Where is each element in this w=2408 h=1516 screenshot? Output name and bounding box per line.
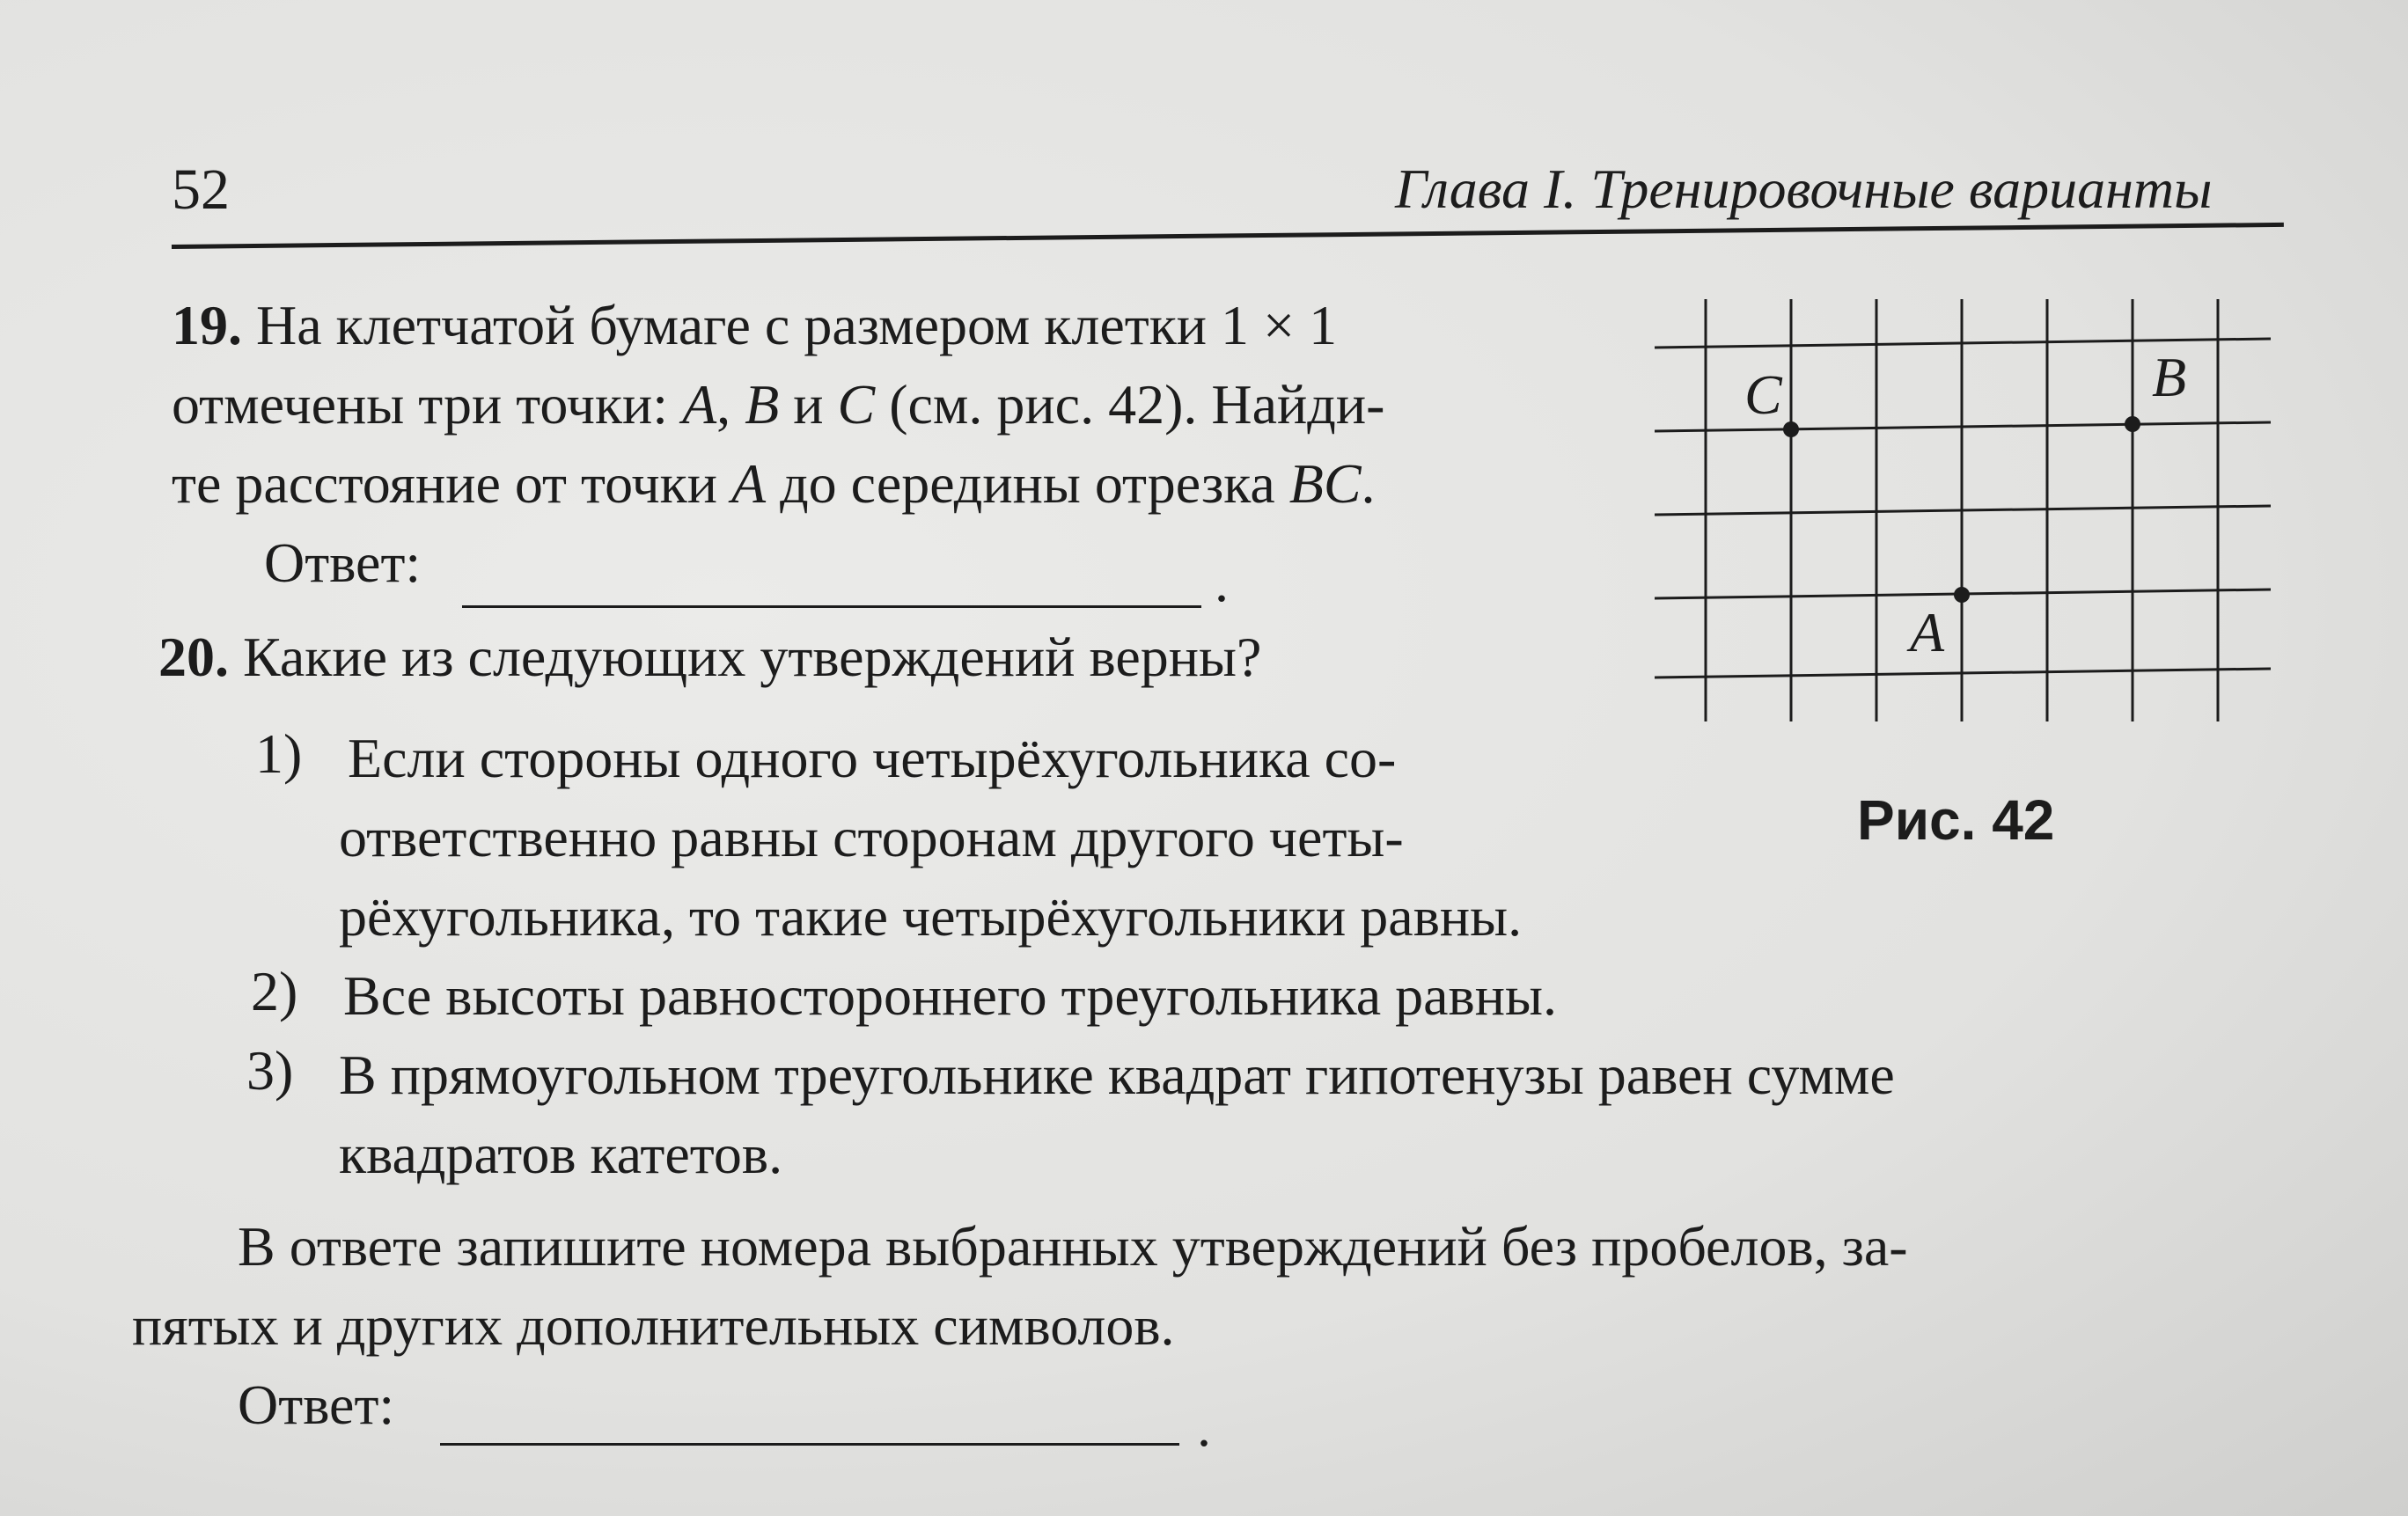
problem-19-text-3a: те расстояние от точки: [172, 452, 731, 515]
item-3-line-1: В прямоугольном треугольнике квадрат гипотенузы равен сумме: [339, 1044, 1895, 1106]
problem-19-line-2: [172, 373, 1385, 436]
point-b-dot: [2125, 416, 2140, 432]
label-a: A: [1910, 601, 1945, 663]
answer-blank-19[interactable]: [462, 605, 1201, 608]
answer-end-19: .: [1215, 551, 1229, 613]
problem-20-question-line: [158, 626, 1262, 688]
item-3-number: 3): [246, 1039, 294, 1102]
item-1-line-3: рёхугольника, то такие четырёхугольники равны.: [339, 885, 1523, 948]
answer-blank-20[interactable]: [440, 1443, 1179, 1446]
problem-19-number: 19.: [172, 294, 242, 356]
label-c: C: [1744, 363, 1782, 426]
page-number: 52: [172, 157, 230, 222]
instruction-line-1: В ответе запишите номера выбранных утверждений без пробелов, за-: [238, 1215, 1908, 1278]
instruction-line-2: пятых и других дополнительных символов.: [132, 1294, 1175, 1357]
item-1-line-1: Если стороны одного четырёхугольника со-: [348, 727, 1397, 789]
answer-label-19: Ответ:: [264, 531, 422, 594]
running-head: Глава I. Тренировочные варианты: [1395, 157, 2213, 220]
problem-19-line-1: [172, 294, 1338, 356]
item-1-line-2: ответственно равны сторонам другого четы-: [339, 806, 1404, 868]
item-2-text: Все высоты равностороннего треугольника равны.: [343, 964, 1557, 1027]
item-3-line-2: квадратов катетов.: [339, 1123, 783, 1185]
grid-figure: [1655, 282, 2288, 739]
item-1-number: 1): [255, 722, 303, 785]
point-b-ref: B: [745, 373, 780, 436]
point-c-ref: C: [837, 373, 876, 436]
segment-bc-ref: BC: [1288, 452, 1362, 515]
problem-19-text-1: На клетчатой бумаге с размером клетки 1 × 1: [256, 294, 1338, 356]
item-2-number: 2): [251, 960, 298, 1022]
point-a-dot: [1954, 587, 1970, 603]
label-b: B: [2152, 346, 2187, 408]
problem-19-text-2b: (см. рис. 42). Найди-: [875, 373, 1385, 436]
answer-label-20: Ответ:: [238, 1373, 395, 1436]
header-rule: [172, 223, 2284, 249]
sep-and: и: [779, 373, 838, 436]
sep-comma: ,: [716, 373, 745, 436]
problem-19-period: .: [1361, 452, 1376, 515]
point-a-ref-2: A: [730, 452, 767, 515]
point-c-dot: [1783, 421, 1799, 437]
problem-20-number: 20.: [158, 626, 229, 688]
problem-19-text-3b: до середины отрезка: [766, 452, 1289, 515]
problem-20-question: Какие из следующих утверждений верны?: [243, 626, 1262, 688]
point-a-ref: A: [682, 373, 717, 436]
problem-19-text-2a: отмечены три точки:: [172, 373, 683, 436]
problem-19-line-3: [172, 452, 1376, 515]
answer-end-20: .: [1197, 1395, 1211, 1458]
figure-caption: Рис. 42: [1857, 788, 2055, 852]
